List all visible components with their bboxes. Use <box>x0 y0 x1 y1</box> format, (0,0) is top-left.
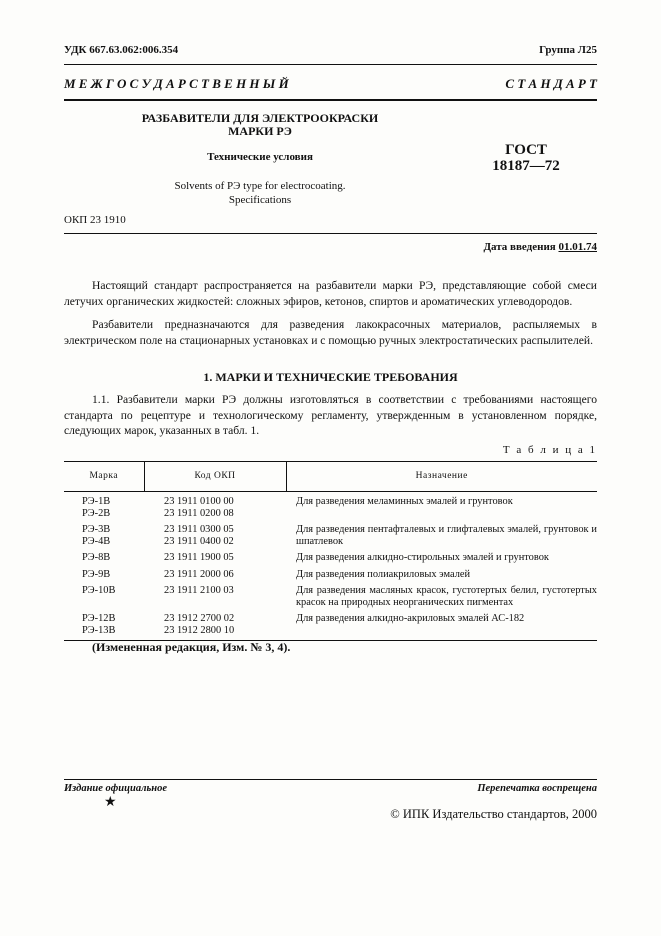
group-code: Группа Л25 <box>539 44 597 56</box>
table-row <box>64 582 597 610</box>
standard-type-word-1: М Е Ж Г О С У Д А Р С Т В Е Н Н Ы Й <box>64 76 289 91</box>
section-1-title: 1. МАРКИ И ТЕХНИЧЕСКИЕ ТРЕБОВАНИЯ <box>203 370 458 384</box>
cell-code <box>144 521 286 549</box>
gost-label: ГОСТ <box>505 142 547 158</box>
mark-text: РЭ-13В <box>82 624 116 636</box>
paragraph-purpose: Разбавители предназначаются для разведения лакокрасочных материалов, распыляемых в электрическом поле на стационарных установках и с помощью ручных электростатических распылителей. <box>64 318 597 347</box>
title-block <box>120 112 400 207</box>
udk-code: УДК 667.63.062:006.354 <box>64 44 179 56</box>
title-subtitle: Технические условия <box>207 151 313 163</box>
cell-code <box>144 549 286 566</box>
code-text: 23 1911 0200 08 <box>164 507 234 519</box>
table-row <box>64 521 597 549</box>
paragraph-1-1: 1.1. Разбавители марки РЭ должны изготовляться в соответствии с требованиями настоящего стандарта по рецептуре и технологическому регламенту, утвержденным в установленном порядке, следующих марок, указанных в табл. 1. <box>64 393 597 437</box>
cell-code <box>144 582 286 610</box>
english-title-line-1: Solvents of РЭ type for electrocoating. <box>174 180 346 192</box>
code-text: 23 1911 1900 05 <box>164 552 234 563</box>
english-title <box>120 179 400 207</box>
mark-text: РЭ-2В <box>82 507 111 519</box>
grades-table <box>64 461 597 641</box>
banner-rule <box>64 99 597 101</box>
star-icon: ★ <box>104 795 117 810</box>
code-text: 23 1911 0300 05 <box>164 524 234 535</box>
official-edition-label: Издание официальное <box>64 783 168 794</box>
cell-code <box>144 610 286 641</box>
mark-text: РЭ-1В <box>82 496 111 507</box>
code-text: 23 1911 2100 03 <box>164 585 234 596</box>
header-rule <box>64 64 597 65</box>
okp-rule <box>64 233 597 234</box>
code-text: 23 1911 0400 02 <box>164 535 234 547</box>
okp-code: ОКП 23 1910 <box>64 214 126 226</box>
gost-number-block <box>466 142 586 174</box>
cell-purpose: Для разведения алкидно-стирольных эмалей и грунтовок <box>296 552 549 563</box>
amendment-note: (Измененная редакция, Изм. № 3, 4). <box>92 640 291 654</box>
column-header-code: Код ОКП <box>144 462 286 492</box>
code-text: 23 1912 2800 10 <box>164 624 235 636</box>
cell-code <box>144 566 286 583</box>
table-row <box>64 549 597 566</box>
mark-text: РЭ-9В <box>82 568 111 580</box>
cell-purpose: Для разведения полиакриловых эмалей <box>296 568 471 580</box>
column-header-mark: Марка <box>64 462 144 492</box>
cell-mark <box>64 521 144 549</box>
mark-text: РЭ-8В <box>82 552 111 563</box>
intro-date-label: Дата введения <box>483 241 556 253</box>
english-title-line-2: Specifications <box>228 194 292 206</box>
table-row <box>64 610 597 641</box>
title-line-1: РАЗБАВИТЕЛИ ДЛЯ ЭЛЕКТРООКРАСКИ <box>141 111 379 125</box>
reprint-prohibited-label: Перепечатка воспрещена <box>477 783 597 794</box>
cell-mark <box>64 566 144 583</box>
table-row <box>64 566 597 583</box>
table-row <box>64 492 597 522</box>
paragraph-scope: Настоящий стандарт распространяется на разбавители марки РЭ, представляющие собой смеси летучих органических жидкостей: сложных эфиров, кетонов, спиртов и ароматических углеводородов. <box>64 279 597 308</box>
code-text: 23 1911 0100 00 <box>164 496 234 507</box>
copyright-notice: © ИПК Издательство стандартов, 2000 <box>390 807 597 821</box>
cell-purpose: Для разведения пентафталевых и глифталевых эмалей, грунтовок и шпатлевок <box>296 524 597 547</box>
code-text: 23 1911 2000 06 <box>164 568 234 580</box>
title-line-2: МАРКИ РЭ <box>228 124 292 138</box>
cell-purpose: Для разведения алкидно-акриловых эмалей АС-182 <box>286 610 597 641</box>
standard-type-word-2: С Т А Н Д А Р Т <box>505 76 597 91</box>
mark-text: РЭ-10В <box>82 585 116 596</box>
code-text: 23 1912 2700 02 <box>164 613 235 624</box>
cell-purpose: Для разведения масляных красок, густотертых белил, густотертых красок на природных неорганических пигментах <box>296 585 597 608</box>
footer-rule <box>64 779 597 780</box>
table-header-row <box>64 462 597 492</box>
gost-number: 18187—72 <box>492 158 560 174</box>
intro-date-value: 01.01.74 <box>558 241 597 253</box>
mark-text: РЭ-12В <box>82 613 116 624</box>
mark-text: РЭ-3В <box>82 524 111 535</box>
cell-purpose: Для разведения меламинных эмалей и грунтовок <box>296 496 513 507</box>
mark-text: РЭ-4В <box>82 535 111 547</box>
intro-date <box>483 241 597 253</box>
cell-mark <box>64 492 144 522</box>
standard-type-banner <box>64 76 597 92</box>
cell-code <box>144 492 286 522</box>
table-caption: Т а б л и ц а 1 <box>502 444 597 456</box>
cell-mark <box>64 549 144 566</box>
cell-mark <box>64 610 144 641</box>
column-header-purpose: Назначение <box>286 462 597 492</box>
cell-mark <box>64 582 144 610</box>
